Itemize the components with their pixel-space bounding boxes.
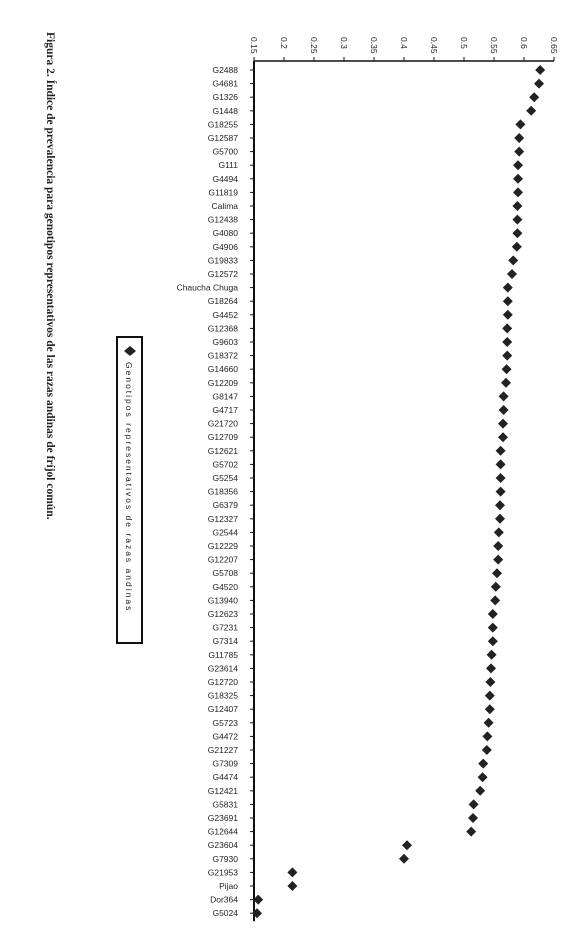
data-point <box>499 391 509 401</box>
category-label: G18255 <box>207 119 238 130</box>
data-point <box>496 446 506 456</box>
category-label: G4906 <box>212 241 238 252</box>
category-label: G2544 <box>212 527 238 538</box>
data-point <box>485 691 495 701</box>
category-label: G8147 <box>212 391 238 402</box>
category-label: G12720 <box>207 677 238 687</box>
category-label: G12438 <box>207 214 238 225</box>
data-point <box>287 867 297 877</box>
data-point <box>495 514 505 524</box>
data-point <box>485 677 495 687</box>
category-label: G4080 <box>212 228 238 239</box>
data-point <box>482 745 492 755</box>
data-point <box>488 623 498 633</box>
category-label: G5723 <box>212 717 238 728</box>
category-label: G12327 <box>207 513 238 524</box>
data-point <box>494 527 504 537</box>
category-label: G111 <box>218 160 238 171</box>
x-tick-label: 0.65 <box>549 37 559 54</box>
data-point <box>493 541 503 551</box>
data-point <box>513 174 523 184</box>
data-point <box>488 636 498 646</box>
figure-caption: Figura 2. Índice de prevalencia para genotipos representativos de las razas andinas de fríjol común. <box>44 32 56 520</box>
data-point <box>488 609 498 619</box>
data-point <box>535 65 545 75</box>
category-label: G7314 <box>212 636 238 647</box>
category-label: Pijao <box>219 881 238 891</box>
x-tick-label: 0.3 <box>339 37 349 49</box>
x-tick-label: 0.15 <box>249 37 259 54</box>
category-label: G12623 <box>207 609 238 619</box>
category-label: G12407 <box>207 704 238 715</box>
category-label: G9603 <box>212 337 238 347</box>
category-label: G1326 <box>212 92 238 103</box>
data-point <box>468 813 478 823</box>
data-point <box>490 595 500 605</box>
category-label: G4472 <box>212 731 238 742</box>
data-point <box>493 555 503 565</box>
category-label: G18372 <box>207 350 238 361</box>
x-tick-label: 0.4 <box>399 37 409 49</box>
data-point <box>512 215 522 225</box>
data-point <box>512 228 522 238</box>
category-label: G21720 <box>207 418 238 429</box>
data-point <box>529 92 539 102</box>
data-point <box>478 772 488 782</box>
data-point <box>507 269 517 279</box>
category-label: G21227 <box>207 745 238 755</box>
data-point <box>287 881 297 891</box>
category-label: G23604 <box>207 840 238 851</box>
category-label: G5024 <box>212 908 238 919</box>
category-label: G1448 <box>212 105 238 116</box>
category-label: G12421 <box>207 785 238 796</box>
data-point <box>498 432 508 442</box>
category-label: G5708 <box>212 568 238 579</box>
data-point <box>502 364 512 374</box>
x-tick-label: 0.2 <box>279 37 289 49</box>
category-label: G12709 <box>207 432 238 443</box>
x-tick-label: 0.45 <box>429 37 439 54</box>
category-label: G4520 <box>212 581 238 592</box>
x-tick-label: 0.35 <box>369 37 379 54</box>
x-tick-label: 0.25 <box>309 37 319 54</box>
x-tick-label: 0.6 <box>519 37 529 49</box>
category-label: G13940 <box>207 595 238 606</box>
data-point <box>402 840 412 850</box>
data-point <box>499 405 509 415</box>
data-point <box>502 323 512 333</box>
data-point <box>512 242 522 252</box>
category-label: G19833 <box>207 255 238 266</box>
data-point <box>513 160 523 170</box>
category-label: G12368 <box>207 323 238 334</box>
category-label: G12621 <box>207 445 238 456</box>
category-label: G12644 <box>207 826 238 837</box>
data-point <box>501 378 511 388</box>
category-label: G5831 <box>212 799 238 810</box>
category-label: G6379 <box>212 500 238 511</box>
category-label: G11785 <box>208 649 238 660</box>
category-label: Dor364 <box>210 894 238 905</box>
data-point <box>496 487 506 497</box>
category-label: G23691 <box>207 813 238 823</box>
category-label: G7231 <box>212 622 238 633</box>
category-label: Chaucha Chuga <box>176 282 238 293</box>
data-point <box>469 799 479 809</box>
category-label: G12587 <box>207 133 238 143</box>
data-point <box>495 500 505 510</box>
data-point <box>466 827 476 837</box>
x-tick-label: 0.55 <box>489 37 499 54</box>
data-point <box>484 718 494 728</box>
data-point <box>526 106 536 116</box>
legend-label: Genotipos representativos de razas andinas <box>124 362 134 613</box>
category-label: G21953 <box>207 867 238 878</box>
data-point <box>475 786 485 796</box>
category-label: G4474 <box>212 772 238 783</box>
data-point <box>478 759 488 769</box>
data-point <box>492 568 502 578</box>
data-point <box>503 283 513 293</box>
category-label: G14660 <box>207 364 238 375</box>
category-label: G18356 <box>207 486 238 497</box>
category-label: G12572 <box>207 269 238 279</box>
data-point <box>515 119 525 129</box>
data-point <box>502 351 512 361</box>
data-point <box>508 255 518 265</box>
category-label: G7309 <box>212 758 238 769</box>
data-point <box>534 79 544 89</box>
category-label: G5254 <box>212 473 238 483</box>
category-label: G4717 <box>212 405 238 415</box>
category-label: G12209 <box>207 377 238 388</box>
category-label: G11819 <box>208 187 238 198</box>
category-label: G2488 <box>212 65 238 75</box>
category-label: G18325 <box>207 690 238 701</box>
category-label: G18264 <box>207 296 238 307</box>
category-label: G4452 <box>212 309 238 320</box>
data-point <box>514 133 524 143</box>
data-point <box>487 650 497 660</box>
data-point <box>399 854 409 864</box>
category-label: G4494 <box>212 173 238 184</box>
category-label: G12229 <box>207 541 238 551</box>
category-label: G7930 <box>212 853 238 864</box>
x-tick-label: 0.5 <box>459 37 469 49</box>
data-point <box>512 201 522 211</box>
data-point <box>503 296 513 306</box>
data-point <box>482 731 492 741</box>
data-point <box>485 704 495 714</box>
category-label: G5702 <box>212 459 238 470</box>
data-point <box>498 419 508 429</box>
category-label: G12207 <box>207 554 238 565</box>
category-label: Calima <box>211 201 238 211</box>
category-label: G4681 <box>212 78 238 89</box>
data-point <box>503 310 513 320</box>
data-point <box>514 147 524 157</box>
category-label: G23614 <box>207 663 238 674</box>
data-point <box>496 459 506 469</box>
data-point <box>502 337 512 347</box>
data-point <box>491 582 501 592</box>
data-point <box>513 187 523 197</box>
data-point <box>496 473 506 483</box>
data-point <box>486 663 496 673</box>
category-label: G5700 <box>212 146 238 157</box>
